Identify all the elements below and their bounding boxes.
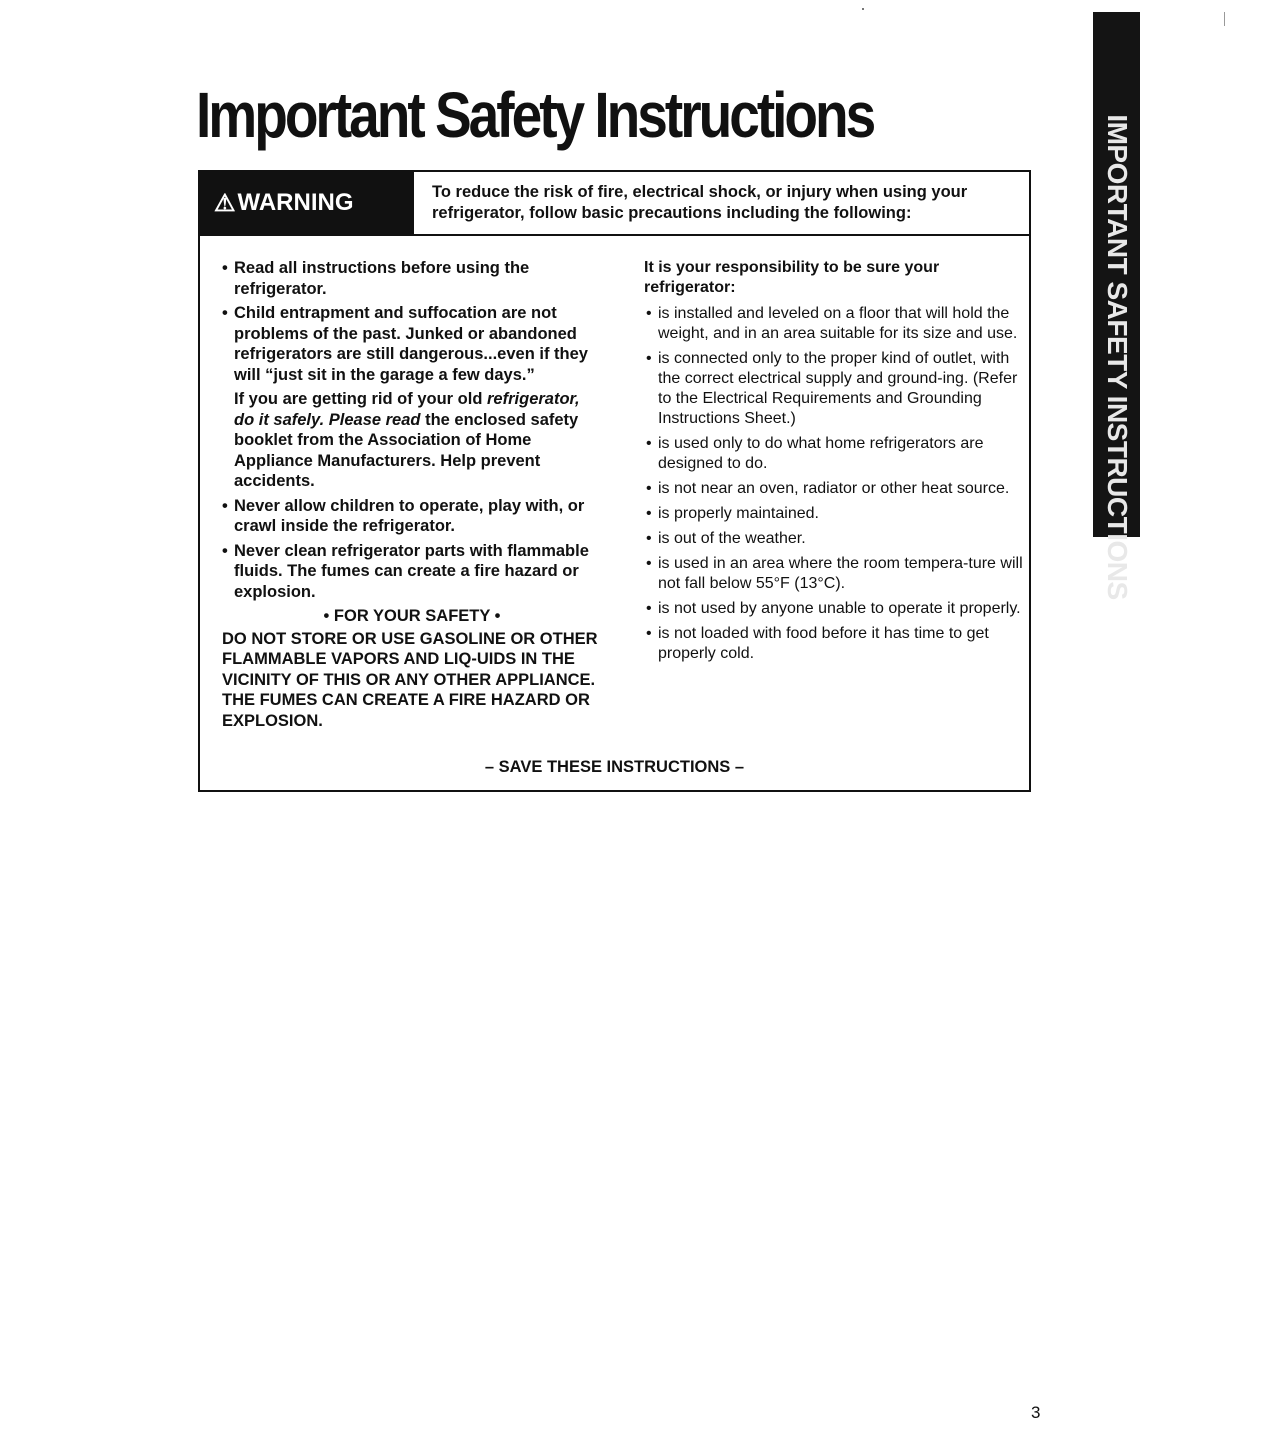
item-text: Child entrapment and suffocation are not problems of the past. Junked or abandoned refrigerators are still dangerous...even if they will “just sit in the garage a few days.” [234,304,588,384]
scan-mark [1224,12,1225,26]
list-item [222,258,602,299]
para-text: If you are getting rid of your old [234,390,483,408]
warning-label [200,172,414,234]
list-item [222,303,602,385]
page-number: 3 [1031,1403,1041,1422]
bullet-icon: • [222,259,228,277]
list-item [222,541,602,603]
list-item: • is out of the weather. [644,529,1024,549]
right-column [644,258,1024,669]
list-item: • is not used by anyone unable to operate it properly. [644,599,1024,619]
for-your-safety: • FOR YOUR SAFETY • [323,607,501,625]
para-text-italic: refrigerator, do it safely. Please read [234,390,580,429]
page-title: Important Safety Instructions [196,79,874,151]
save-instructions: – SAVE THESE INSTRUCTIONS – [484,758,745,776]
bullet-icon: • [222,541,228,560]
list-item [222,496,602,537]
warning-header [200,172,1029,236]
side-tab-label: IMPORTANT SAFETY INSTRUCTIONS [1101,114,1133,600]
warning-label-text: WARNING [237,189,354,216]
scan-speck [862,8,864,10]
bullet-icon: • [222,496,228,515]
list-item: • is used in an area where the room tempera-ture will not fall below 55°F (13°C). [644,554,1024,594]
list-item: • is not loaded with food before it has time to get properly cold. [644,624,1024,664]
item-text: Never allow children to operate, play with, or crawl inside the refrigerator. [234,496,585,535]
list-item: • is not near an oven, radiator or other heat source. [644,479,1024,499]
list-item: • is properly maintained. [644,504,1024,524]
warning-triangle-icon: ⚠ [214,189,236,217]
list-paragraph [222,389,602,492]
item-text: Never clean refrigerator parts with flammable fluids. The fumes can create a fire hazard or explosion. [234,541,589,601]
left-column [222,258,602,731]
warning-box [198,170,1031,792]
side-tab [1093,12,1140,600]
item-text: Read all instructions before using the refrigerator. [234,259,530,298]
danger-statement: DO NOT STORE OR USE GASOLINE OR OTHER FLAMMABLE VAPORS AND LIQ-UIDS IN THE VICINITY OF THIS OR ANY OTHER APPLIANCE. THE FUMES CAN CREATE A FIRE HAZARD OR EXPLOSION. [222,629,598,730]
responsibility-heading: It is your responsibility to be sure your refrigerator: [644,259,940,296]
para-text: the enclosed safety booklet from the Association of Home Appliance Manufacturers. Help prevent accidents. [234,410,579,490]
bullet-icon: • [222,304,228,322]
list-item: • is used only to do what home refrigerators are designed to do. [644,434,1024,474]
list-item: • is connected only to the proper kind of outlet, with the correct electrical supply and ground-ing. (Refer to the Electrical Requirements and Grounding Instructions Sheet.) [644,349,1024,429]
warning-intro: To reduce the risk of fire, electrical shock, or injury when using your refrigerator, follow basic precautions including the following: [432,183,968,222]
list-item: • is installed and leveled on a floor that will hold the weight, and in an area suitable for its size and use. [644,304,1024,344]
